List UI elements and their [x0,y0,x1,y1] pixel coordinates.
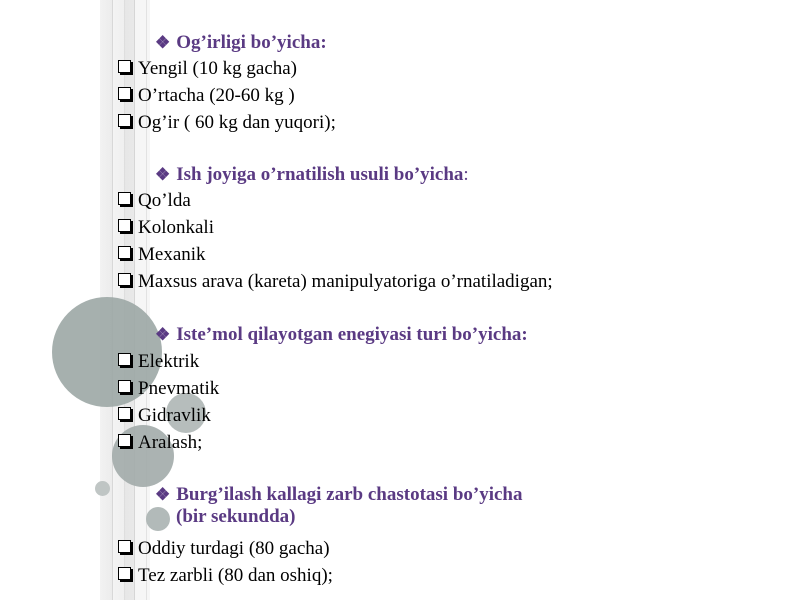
section-heading [155,324,528,346]
diamond-bullet-icon: ❖ [155,325,171,344]
section-heading [155,484,523,528]
list-item [118,538,330,560]
checkbox-bullet-icon [118,60,131,73]
checkbox-bullet-icon [118,192,131,205]
section-heading-line2: (bir sekundda) [176,506,296,527]
section-heading-text: Og’irligi bo’yicha: [176,32,327,53]
list-item [118,217,214,239]
section-heading [155,32,327,54]
diamond-bullet-icon: ❖ [155,485,171,504]
checkbox-bullet-icon [118,380,131,393]
list-item-text: Elektrik [138,351,200,372]
section-heading-text: Burg’ilash kallagi zarb chastotasi bo’yicha [176,484,523,505]
list-item [118,244,206,266]
checkbox-bullet-icon [118,246,131,259]
checkbox-bullet-icon [118,353,131,366]
checkbox-bullet-icon [118,87,131,100]
list-item [118,112,336,134]
section-heading-text: Iste’mol qilayotgan enegiyasi turi bo’yicha: [176,324,528,345]
checkbox-bullet-icon [118,273,131,286]
list-item-text: O’rtacha (20-60 kg ) [138,85,295,106]
list-item-text: Mexanik [138,244,206,265]
list-item [118,351,199,373]
checkbox-bullet-icon [118,567,131,580]
list-item [118,432,202,454]
list-item [118,190,191,212]
list-item [118,85,295,107]
list-item [118,565,333,587]
list-item-text: Tez zarbli (80 dan oshiq); [138,565,333,586]
checkbox-bullet-icon [118,219,131,232]
checkbox-bullet-icon [118,407,131,420]
list-item-text: Og’ir ( 60 kg dan yuqori); [138,112,336,133]
section-heading-text: Ish joyiga o’rnatilish usuli bo’yicha [176,164,464,185]
list-item-text: Oddiy turdagi (80 gacha) [138,538,330,559]
checkbox-bullet-icon [118,540,131,553]
checkbox-bullet-icon [118,434,131,447]
list-item [118,58,297,80]
list-item-text: Aralash; [138,432,203,453]
list-item-text: Kolonkali [138,217,214,238]
list-item-text: Yengil (10 kg gacha) [138,58,298,79]
list-item [118,378,219,400]
list-item [118,271,553,293]
list-item-text: Maxsus arava (kareta) manipulyatoriga o’rnatiladigan; [138,271,553,292]
list-item [118,405,211,427]
section-heading-suffix: : [463,164,469,185]
checkbox-bullet-icon [118,114,131,127]
diamond-bullet-icon: ❖ [155,165,171,184]
list-item-text: Gidravlik [138,405,211,426]
list-item-text: Qo’lda [138,190,191,211]
section-heading [155,164,469,186]
list-item-text: Pnevmatik [138,378,220,399]
diamond-bullet-icon: ❖ [155,33,171,52]
